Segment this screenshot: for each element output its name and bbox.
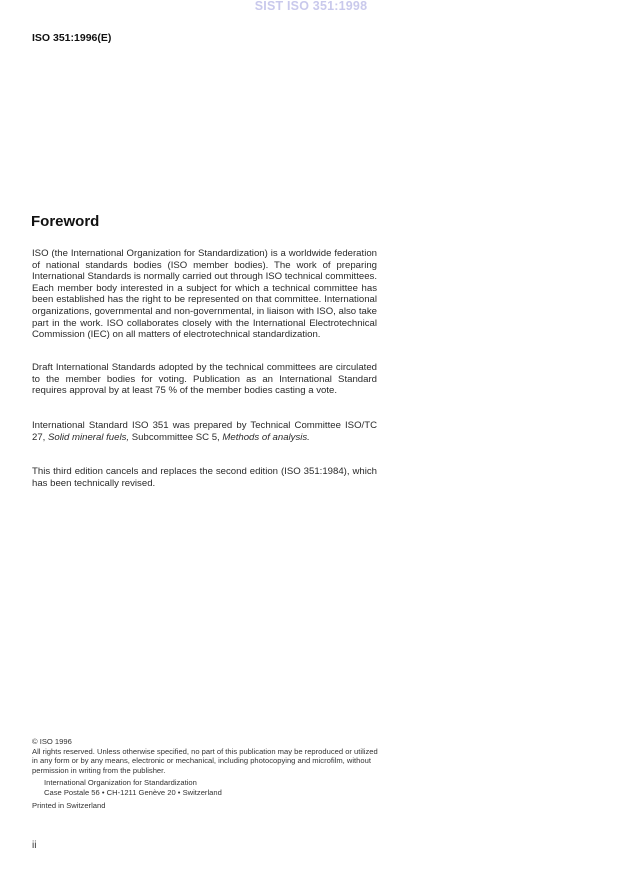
watermark: SIST ISO 351:1998 — [254, 0, 368, 13]
rights-notice: All rights reserved. Unless otherwise specified, no part of this publication may be reproduced or utilized in any form or by any means, electronic or mechanical, including photocopying and microfilm, without permission in writing from the publisher. — [32, 746, 378, 775]
page-number: ii — [32, 840, 37, 851]
paragraph-3 — [32, 420, 377, 443]
committee-name: Solid mineral fuels, — [48, 431, 130, 443]
document-id: ISO 351:1996(E) — [32, 32, 112, 44]
paragraph-4: This third edition cancels and replaces the second edition (ISO 351:1984), which has been technically revised. — [32, 466, 377, 489]
paragraph-3-text-b: Subcommittee SC 5, — [129, 431, 223, 443]
subcommittee-name: Methods of analysis. — [222, 431, 310, 443]
publisher-street: Case Postale 56 • CH-1211 Genève 20 • Switzerland — [44, 787, 222, 797]
copyright-block — [32, 737, 382, 810]
section-title: Foreword — [31, 213, 100, 230]
paragraph-1: ISO (the International Organization for Standardization) is a worldwide federation of national standards bodies (ISO member bodies). The work of preparing International Standards is normally carried out through ISO technical committees. Each member body interested in a subject for which a technical committee has been established has the right to be represented on that committee. International organizations, governmental and non-governmental, in liaison with ISO, also take part in the work. ISO collaborates closely with the International Electrotechnical Commission (IEC) on all matters of electrotechnical standardization. — [32, 248, 378, 341]
publisher-address — [32, 778, 382, 797]
publisher-name: International Organization for Standardization — [44, 778, 197, 788]
printed-in: Printed in Switzerland — [32, 800, 106, 810]
paragraph-2: Draft International Standards adopted by the technical committees are circulated to the member bodies for voting. Publication as an International Standard requires approval by at least 75 % of the member bodies casting a vote. — [32, 362, 377, 397]
paragraph-3-text-a: International Standard ISO 351 was prepared by Technical Committee ISO/TC 27, — [32, 420, 377, 443]
copyright-line: © ISO 1996 — [32, 737, 72, 746]
